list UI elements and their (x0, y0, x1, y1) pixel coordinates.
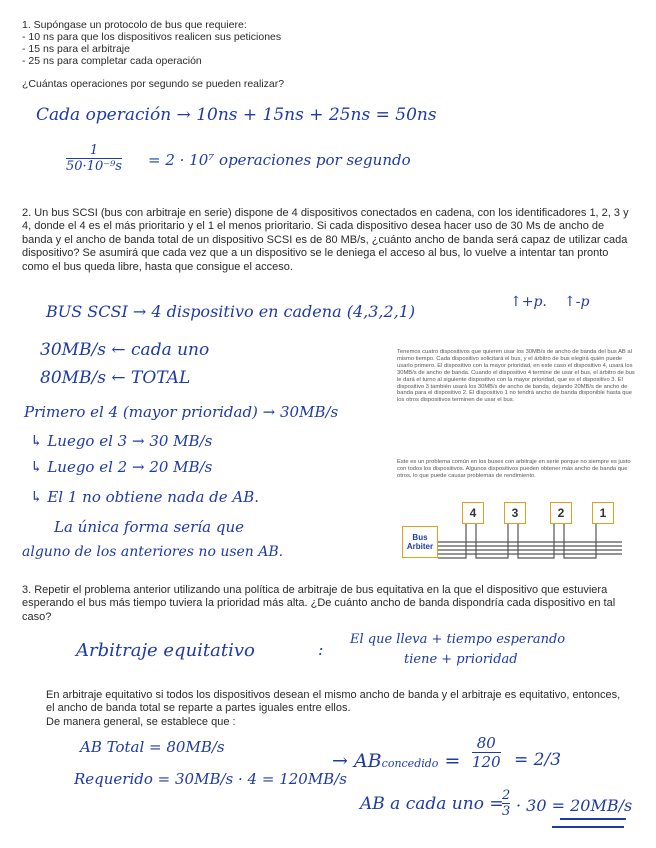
q1-intro: 1. Supóngase un protocolo de bus que requiere: (22, 19, 247, 31)
q2-priority-high: ↑+p. (510, 294, 547, 310)
q2-hw-line: ↳ Luego el 3 → 30 MB/s (30, 432, 213, 450)
q3-hw-title: Arbitraje equitativo (76, 640, 255, 661)
q3-hw-definition: tiene + prioridad (404, 652, 518, 667)
result-underline (552, 826, 624, 828)
q1-requirement: - 10 ns para que los dispositivos realicen sus peticiones (22, 31, 282, 43)
q1-handwritten-result: = 2 · 10⁷ operaciones por segundo (148, 151, 411, 169)
q3-cada-result: · 30 = 20MB/s (516, 796, 633, 815)
q3-ab-total: AB Total = 80MB/s (80, 738, 225, 756)
q2-hw-line: alguno de los anteriores no usen AB. (22, 544, 284, 560)
q1-requirement: - 15 ns para el arbitraje (22, 43, 130, 55)
q2-hw-line: ↳ El 1 no obtiene nada de AB. (30, 488, 260, 506)
q3-ratio-result: = 2/3 (514, 750, 562, 770)
q3-fraction-numerator: 80 (476, 734, 496, 752)
q3-hw-definition: El que lleva + tiempo esperando (350, 632, 566, 647)
result-underline (560, 818, 626, 820)
bus-arbiter-box: Bus Arbiter (402, 526, 438, 558)
q3-ab-concedido (332, 750, 460, 772)
q2-priority-low: ↑-p (564, 294, 590, 310)
q3-cada-numerator: 2 (502, 788, 511, 803)
q1-requirement: - 25 ns para completar cada operación (22, 55, 202, 67)
q2-hw-line: Primero el 4 (mayor prioridad) → 30MB/s (24, 403, 339, 421)
q3-cada-denominator: 3 (502, 804, 511, 819)
q3-equals: = (444, 750, 461, 772)
device-box: 1 (592, 502, 614, 524)
q2-statement: 2. Un bus SCSI (bus con arbitraje en serie) dispone de 4 dispositivos conectados en cadena, con los identificadores 1, 2, 3 y 4, donde el 4 es el más prioritario y el 1 el menos prioritario. Si cada dispositivo desea hacer uso de 30 Ms de ancho de banda y el ancho de banda total de un dispositivo SCSI es de 80 MB/s, ¿cuánto ancho de banda será capaz de utilizar cada dispositivo? Se asumirá que cada vez que a un dispositivo se le deniega el acceso al bus, lo vuelve a intentar tan pronto como el bus queda libre, hasta que consigue el acceso. (22, 207, 629, 273)
q2-hw-line: BUS SCSI → 4 dispositivo en cadena (4,3,2,1) (46, 302, 416, 321)
q3-paragraph: En arbitraje equitativo si todos los dispositivos desean el mismo ancho de banda y el arbitraje es equitativo, entonces, el ancho de banda total se reparte a partes iguales entre ellos. De manera general, se establece que : (46, 689, 621, 728)
q1-question: ¿Cuántas operaciones por segundo se pueden realizar? (22, 78, 285, 90)
q2-explanation-note: Este es un problema común en los buses con arbitraje en serie porque no siempre es justo con todos los dispositivos. Algunos dispositivos pueden obtener más ancho de banda que otros, lo que puede causar problemas de rendimiento. (397, 459, 631, 479)
q3-hw-colon: : (318, 640, 324, 659)
device-box: 4 (462, 502, 484, 524)
q3-ab-cada: AB a cada uno = (360, 794, 504, 814)
q1-fraction-numerator: 1 (89, 143, 99, 158)
q2-hw-line: 80MB/s ← TOTAL (40, 368, 191, 388)
q2-hw-line: ↳ Luego el 2 → 20 MB/s (30, 458, 213, 476)
q3-requerido: Requerido = 30MB/s · 4 = 120MB/s (74, 770, 347, 788)
q2-explanation-note: Tenemos cuatro dispositivos que quieren usar los 30MB/s de ancho de banda del bus AB al mismo tiempo. Cada dispositivo solicitará el bus, y el árbitro de bus elegirá quién puede usarlo primero. El dispositivo con la mayor prioridad, en este caso el dispositivo 4, usará los 30MB/s de ancho de banda. Cuando el dispositivo 4 termine de usar el bus, el árbitro de bus le dará el turno al siguiente dispositivo con la mayor prioridad, que es el dispositivo 3. El dispositivo 3 también usará los 30MB/s de ancho de banda, dejando 20MB/s de ancho de banda para el dispositivo 2. El dispositivo 1 no tendrá ancho de banda disponible hasta que los otros dispositivos terminen de usar el bus. (397, 349, 635, 404)
q3-fraction (472, 734, 501, 771)
q3-ab-label: → AB (332, 750, 382, 772)
q3-ab-subscript: concedido (381, 757, 439, 770)
q3-statement: 3. Repetir el problema anterior utilizando una política de arbitraje de bus equitativa en la que el dispositivo que estuviera esperando el bus más tiempo tuviera la prioridad más alta. ¿De cuánto ancho de banda dispondría cada dispositivo en tal caso? (22, 584, 616, 623)
device-box: 2 (550, 502, 572, 524)
q2-hw-line: 30MB/s ← cada uno (40, 340, 210, 360)
q1-fraction (66, 143, 122, 174)
q1-handwritten-operation: Cada operación → 10ns + 15ns + 25ns = 50ns (36, 105, 437, 125)
q3-cada-fraction (502, 788, 510, 819)
device-box: 3 (504, 502, 526, 524)
q3-fraction-denominator: 120 (472, 753, 501, 771)
q2-hw-line: La única forma sería que (54, 518, 244, 536)
q1-fraction-denominator: 50·10⁻⁹s (66, 159, 122, 174)
